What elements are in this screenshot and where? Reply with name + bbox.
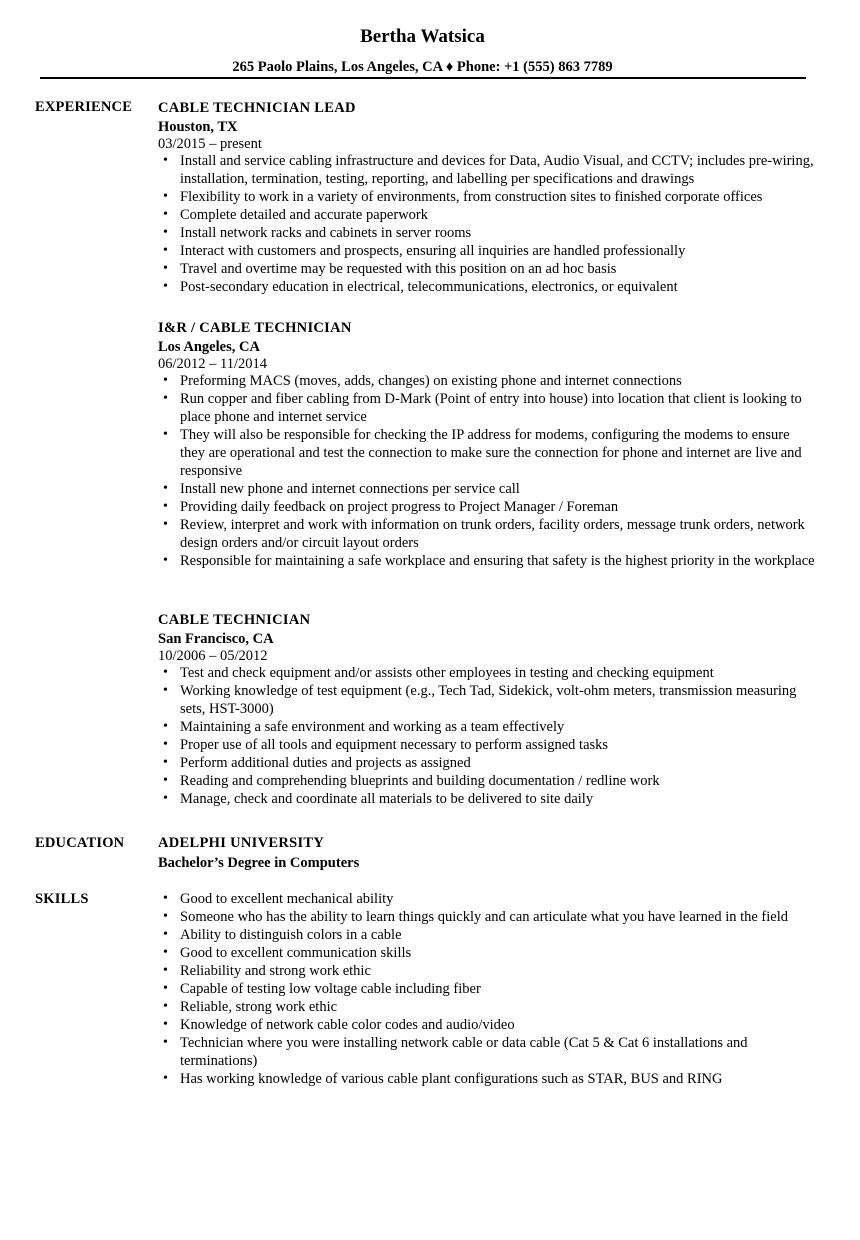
list-item: • Knowledge of network cable color codes and audio/video (158, 1016, 818, 1034)
job-title: CABLE TECHNICIAN LEAD (158, 100, 356, 116)
job-location: Houston, TX (158, 119, 238, 135)
education-heading: EDUCATION (35, 835, 125, 851)
job-entry (158, 319, 818, 570)
list-item: • Reliable, strong work ethic (158, 998, 818, 1016)
list-item: • Review, interpret and work with information on trunk orders, facility orders, message trunk orders, network design orders and/or circuit layout orders (158, 516, 818, 552)
list-item: • Complete detailed and accurate paperwork (158, 206, 818, 224)
list-item: • They will also be responsible for checking the IP address for modems, configuring the modems to ensure they are operational and test the connection to make sure the connection for phone and internet are live and responsive (158, 426, 818, 480)
list-item: • Flexibility to work in a variety of environments, from construction sites to finished corporate offices (158, 188, 818, 206)
job-title: CABLE TECHNICIAN (158, 612, 311, 628)
header-divider (40, 77, 806, 79)
list-item: • Reliability and strong work ethic (158, 962, 818, 980)
job-dates: 10/2006 – 05/2012 (158, 648, 268, 664)
list-item: • Proper use of all tools and equipment necessary to perform assigned tasks (158, 736, 818, 754)
degree-name: Bachelor’s Degree in Computers (158, 855, 360, 871)
list-item: • Providing daily feedback on project progress to Project Manager / Foreman (158, 498, 818, 516)
list-item: • Maintaining a safe environment and working as a team effectively (158, 718, 818, 736)
list-item: • Travel and overtime may be requested with this position on an ad hoc basis (158, 260, 818, 278)
job-duties-list (158, 372, 818, 570)
school-name: ADELPHI UNIVERSITY (158, 835, 325, 851)
list-item: • Reading and comprehending blueprints and building documentation / redline work (158, 772, 818, 790)
job-title: I&R / CABLE TECHNICIAN (158, 320, 352, 336)
list-item: • Technician where you were installing network cable or data cable (Cat 5 & Cat 6 installations and terminations) (158, 1034, 818, 1070)
list-item: • Install new phone and internet connections per service call (158, 480, 818, 498)
list-item: • Someone who has the ability to learn things quickly and can articulate what you have learned in the field (158, 908, 818, 926)
skills-list (158, 890, 818, 1088)
list-item: • Has working knowledge of various cable plant configurations such as STAR, BUS and RING (158, 1070, 818, 1088)
list-item: • Capable of testing low voltage cable including fiber (158, 980, 818, 998)
contact-line: 265 Paolo Plains, Los Angeles, CA ♦ Phone: +1 (555) 863 7789 (232, 59, 613, 75)
list-item: • Working knowledge of test equipment (e.g., Tech Tad, Sidekick, volt-ohm meters, transmission measuring sets, HST-3000) (158, 682, 818, 718)
list-item: • Good to excellent mechanical ability (158, 890, 818, 908)
candidate-name: Bertha Watsica (360, 26, 485, 47)
list-item: • Ability to distinguish colors in a cable (158, 926, 818, 944)
list-item: • Post-secondary education in electrical, telecommunications, electronics, or equivalent (158, 278, 818, 296)
skills-heading: SKILLS (35, 891, 89, 907)
job-entry (158, 99, 818, 296)
list-item: • Test and check equipment and/or assists other employees in testing and checking equipment (158, 664, 818, 682)
job-entry (158, 611, 818, 808)
job-dates: 06/2012 – 11/2014 (158, 356, 268, 372)
education-entry (158, 834, 818, 872)
job-location: Los Angeles, CA (158, 339, 260, 355)
list-item: • Install network racks and cabinets in server rooms (158, 224, 818, 242)
job-duties-list (158, 664, 818, 808)
list-item: • Preforming MACS (moves, adds, changes) on existing phone and internet connections (158, 372, 818, 390)
skills-entry (158, 890, 818, 1088)
list-item: • Good to excellent communication skills (158, 944, 818, 962)
job-dates: 03/2015 – present (158, 136, 262, 152)
list-item: • Responsible for maintaining a safe workplace and ensuring that safety is the highest priority in the workplace (158, 552, 818, 570)
experience-heading: EXPERIENCE (35, 99, 133, 115)
list-item: • Install and service cabling infrastructure and devices for Data, Audio Visual, and CCTV; includes pre-wiring, installation, termination, testing, reporting, and labelling per specifications and drawings (158, 152, 818, 188)
job-location: San Francisco, CA (158, 631, 274, 647)
job-duties-list (158, 152, 818, 296)
list-item: • Interact with customers and prospects, ensuring all inquiries are handled professionally (158, 242, 818, 260)
list-item: • Perform additional duties and projects as assigned (158, 754, 818, 772)
list-item: • Manage, check and coordinate all materials to be delivered to site daily (158, 790, 818, 808)
list-item: • Run copper and fiber cabling from D-Mark (Point of entry into house) into location that client is looking to place phone and internet service (158, 390, 818, 426)
